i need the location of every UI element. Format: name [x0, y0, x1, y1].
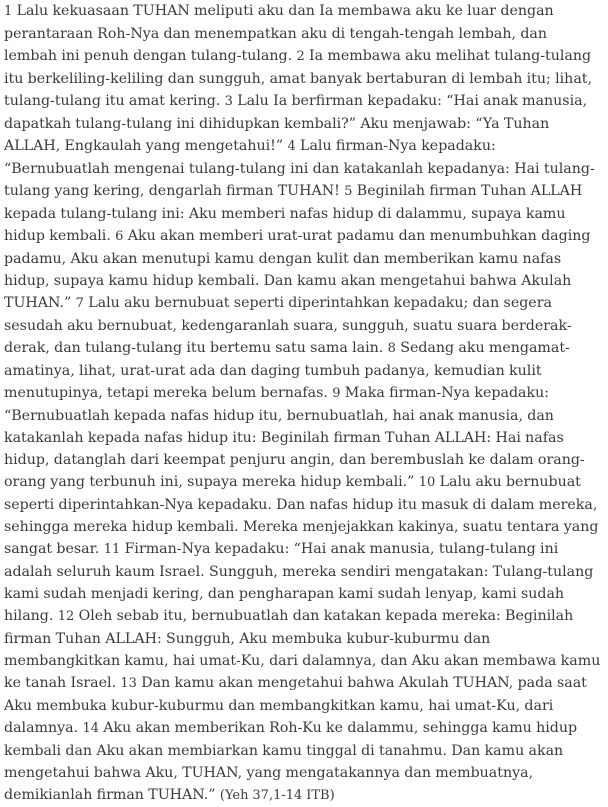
verse-number: 13: [120, 676, 137, 691]
verse-text: Lalu aku bernubuat seperti diperintahkan kepadaku; dan segera sesudah aku bernubuat, kedengaranlah suara, sungguh, suatu suara berderak-derak, dan tulang-tulang itu bertemu satu sama lain.: [4, 295, 572, 356]
verse-text: Lalu firman-Nya kepadaku: “Bernubuatlah mengenai tulang-tulang ini dan katakanlah kepadanya: Hai tulang-tulang yang kering, dengarlah firman TUHAN!: [4, 138, 595, 199]
verse-number: 2: [296, 49, 305, 64]
verse-number: 6: [115, 229, 124, 244]
verse-number: 14: [82, 721, 99, 736]
verse-number: 11: [103, 542, 121, 557]
verse-number: 8: [387, 341, 396, 356]
verse-text: Dan kamu akan mengetahui bahwa Akulah TUHAN, pada saat Aku membuka kubur-kuburmu dan membangkitkan kamu, hai umat-Ku, dari dalamnya.: [4, 675, 587, 736]
verse-number: 9: [332, 386, 341, 401]
verse-text: Lalu kekuasaan TUHAN meliputi aku dan Ia membawa aku ke luar dengan perantaraan Roh-Nya dan menempatkan aku di tengah-tengah lembah, dan lembah ini penuh dengan tulang-tulang.: [4, 3, 554, 64]
verse-text: Beginilah firman Tuhan ALLAH kepada tulang-tulang ini: Aku memberi nafas hidup di dalammu, supaya kamu hidup kembali.: [4, 183, 583, 244]
verse-text: Sedang aku mengamat-amatinya, lihat, urat-urat ada dan daging tumbuh padanya, kemudian kulit menutupinya, tetapi mereka belum bernafas.: [4, 340, 570, 401]
verse-number: 3: [224, 94, 233, 109]
verse-number: 12: [57, 609, 75, 624]
verse-number: 10: [418, 475, 436, 490]
verse-number: 5: [344, 184, 353, 199]
passage-reference: (Yeh 37,1-14 ITB): [219, 788, 335, 803]
verse-text: Aku akan memberi urat-urat padamu dan menumbuhkan daging padamu, Aku akan menutupi kamu dengan kulit dan memberikan kamu nafas hidup, supaya kamu hidup kembali. Dan kamu akan mengetahui bahwa Akulah TUHAN.”: [4, 228, 591, 311]
verse-text: Ia membawa aku melihat tulang-tulang itu berkeliling-keliling dan sungguh, amat banyak bertaburan di lembah itu; lihat, tulang-tulang itu amat kering.: [4, 48, 592, 109]
verse-text: Lalu aku bernubuat seperti diperintahkan-Nya kepadaku. Dan nafas hidup itu masuk di dalam mereka, sehingga mereka hidup kembali. Mereka menjejakkan kakinya, suatu tentara yang sangat besar.: [4, 474, 599, 557]
verse-text: Oleh sebab itu, bernubuatlah dan katakan kepada mereka: Beginilah firman Tuhan ALLAH: Sungguh, Aku membuka kubur-kuburmu dan membangkitkan kamu, hai umat-Ku, dari dalamnya, dan Aku akan membawa kamu ke tanah Israel.: [4, 608, 601, 691]
verse-number: 4: [287, 139, 296, 154]
verse-number: 7: [75, 296, 84, 311]
verse-text: Lalu Ia berfirman kepadaku: “Hai anak manusia, dapatkah tulang-tulang ini dihidupkan kembali?” Aku menjawab: “Ya Tuhan ALLAH, Engkaulah yang mengetahui!”: [4, 93, 588, 154]
verse-text: Aku akan memberikan Roh-Ku ke dalammu, sehingga kamu hidup kembali dan Aku akan membiarkan kamu tinggal di tanahmu. Dan kamu akan mengetahui bahwa Aku, TUHAN, yang mengatakannya dan membuatnya, demikianlah firman TUHAN.”: [4, 720, 578, 803]
verse-text: Maka firman-Nya kepadaku: “Bernubuatlah kepada nafas hidup itu, bernubuatlah, hai anak manusia, dan katakanlah kepada nafas hidup itu: Beginilah firman Tuhan ALLAH: Hai nafas hidup, datanglah dari keempat penjuru angin, dan berembuslah ke dalam orang-orang yang terbunuh ini, supaya mereka hidup kembali.”: [4, 385, 585, 490]
verse-number: 1: [4, 4, 13, 19]
verse-text: Firman-Nya kepadaku: “Hai anak manusia, tulang-tulang ini adalah seluruh kaum Israel. Sungguh, mereka sendiri mengatakan: Tulang-tulang kami sudah menjadi kering, dan pengharapan kami sudah lenyap, kami sudah hilang.: [4, 541, 594, 624]
